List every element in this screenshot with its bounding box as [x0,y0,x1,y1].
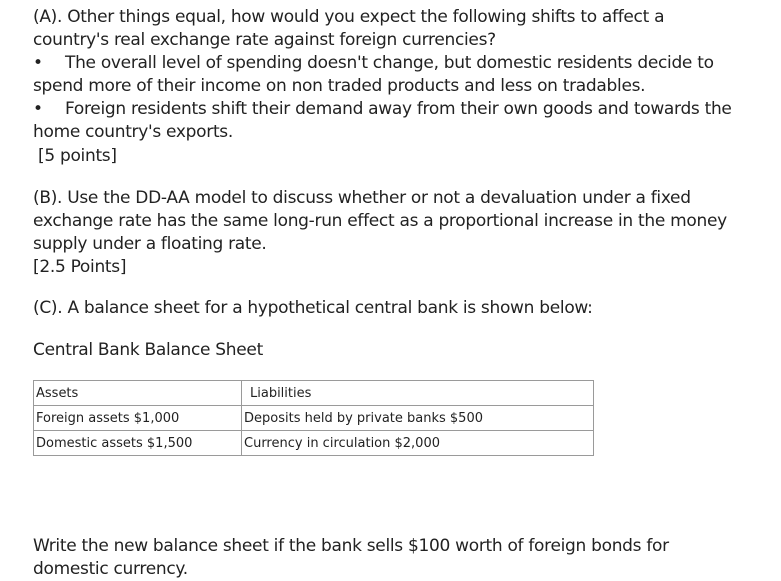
part-b-line3: supply under a floating rate. [33,234,267,254]
balance-sheet-title: Central Bank Balance Sheet [33,340,263,360]
part-a-question-line1: (A). Other things equal, how would you expect the following shifts to affect a [33,7,665,27]
part-b-points: [2.5 Points] [33,257,127,277]
part-a-bullet-2 [33,98,768,144]
table-cell: Domestic assets $1,500 [34,431,242,456]
table-row [34,431,594,456]
balance-sheet-table [33,380,594,456]
table-cell: Foreign assets $1,000 [34,406,242,431]
bullet-1-line1: The overall level of spending doesn't change, but domestic residents decide to [65,53,714,73]
part-a-points: [5 points] [38,146,117,166]
table-cell: Deposits held by private banks $500 [242,406,594,431]
table-header-row [34,381,594,406]
part-a-bullet-1 [33,52,768,98]
bullet-1-symbol: • [33,53,44,73]
table-cell: Currency in circulation $2,000 [242,431,594,456]
part-b-question [33,187,768,279]
part-c-task-line2: domestic currency. [33,559,188,579]
header-liabilities: Liabilities [242,381,594,406]
part-c-intro: (C). A balance sheet for a hypothetical central bank is shown below: [33,298,593,318]
part-c-task-line1: Write the new balance sheet if the bank sells $100 worth of foreign bonds for [33,536,669,556]
part-b-line2: exchange rate has the same long-run effect as a proportional increase in the money [33,211,727,231]
bullet-1-line2: spend more of their income on non traded products and less on tradables. [33,76,646,96]
bullet-2-symbol: • [33,99,44,119]
part-a-question [33,6,768,52]
part-a-question-line2: country's real exchange rate against foreign currencies? [33,30,496,50]
bullet-2-line2: home country's exports. [33,122,233,142]
table-row [34,406,594,431]
header-assets: Assets [34,381,242,406]
bullet-2-line1: Foreign residents shift their demand away from their own goods and towards the [65,99,732,119]
part-c-task [33,535,768,581]
part-b-line1: (B). Use the DD-AA model to discuss whether or not a devaluation under a fixed [33,188,691,208]
